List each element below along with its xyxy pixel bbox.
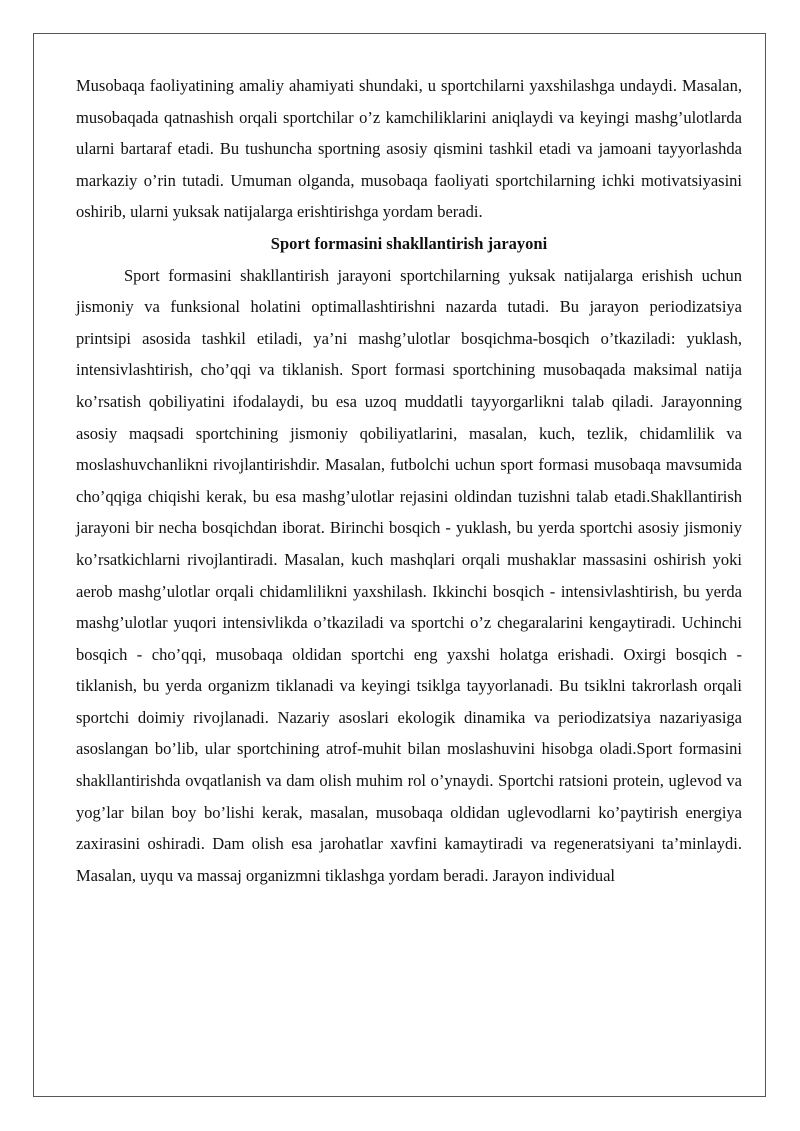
paragraph-musobaqa: Musobaqa faoliyatining amaliy ahamiyati shundaki, u sportchilarni yaxshilashga undaydi. Masalan, musobaqada qatnashish orqali sportchilar o’z kamchiliklarini aniqlaydi va keyingi mashg’ulotlarda ularni bartaraf etadi. Bu tushuncha sportning asosiy qismini tashkil etadi va jamoani tayyorlashda markaziy o’rin tutadi. Umuman olganda, musobaqa faoliyati sportchilarning ichki motivatsiyasini oshirib, ularni yuksak natijalarga erishtirishga yordam beradi.	[76, 76, 742, 222]
paragraph-sport-formasi: Sport formasini shakllantirish jarayoni sportchilarning yuksak natijalarga erishish uchun jismoniy va funksional holatini optimallashtirishni nazarda tutadi. Bu jarayon periodizatsiya printsipi asosida tashkil etiladi, ya’ni mashg’ulotlar bosqichma-bosqich o’tkaziladi: yuklash, intensivlashtirish, cho’qqi va tiklanish. Sport formasi sportchining musobaqada maksimal natija ko’rsatish qobiliyatini ifodalaydi, bu esa uzoq muddatli tayyorgarlikni talab qiladi. Jarayonning asosiy maqsadi sportchining jismoniy qobiliyatlarini, masalan, kuch, tezlik, chidamlilik va moslashuvchanlikni rivojlantirishdir. Masalan, futbolchi uchun sport formasi musobaqa mavsumida cho’qqiga chiqishi kerak, bu esa mashg’ulotlar rejasini oldindan tuzishni talab etadi.Shakllantirish jarayoni bir necha bosqichdan iborat. Birinchi bosqich - yuklash, bu yerda sportchi asosiy jismoniy ko’rsatkichlarni rivojlantiradi. Masalan, kuch mashqlari orqali mushaklar massasini oshirish yoki aerob mashg’ulotlar orqali chidamlilikni yaxshilash. Ikkinchi bosqich - intensivlashtirish, bu yerda mashg’ulotlar yuqori intensivlikda o’tkaziladi va sportchi o’z chegaralarini kengaytiradi. Uchinchi bosqich - cho’qqi, musobaqa oldidan sportchi eng yaxshi holatga erishadi. Oxirgi bosqich - tiklanish, bu yerda organizm tiklanadi va keyingi tsiklga tayyorlanadi. Bu tsiklni takrorlash orqali sportchi doimiy rivojlanadi. Nazariy asoslari ekologik dinamika va periodizatsiya nazariyasiga asoslangan bo’lib, ular sportchining atrof-muhit bilan moslashuvini hisobga oladi.Sport formasini shakllantirishda ovqatlanish va dam olish muhim rol o’ynaydi. Sportchi ratsioni protein, uglevod va yog’lar bilan boy bo’lishi kerak, masalan, musobaqa oldidan uglevodlarni ko’paytirish energiya zaxirasini oshiradi. Dam olish esa jarohatlar xavfini kamaytiradi va regeneratsiyani ta’minlaydi. Masalan, uyqu va massaj organizmni tiklashga yordam beradi. Jarayon individual	[76, 265, 742, 885]
document-body	[76, 70, 742, 891]
section-heading: Sport formasini shakllantirish jarayoni	[270, 233, 548, 253]
